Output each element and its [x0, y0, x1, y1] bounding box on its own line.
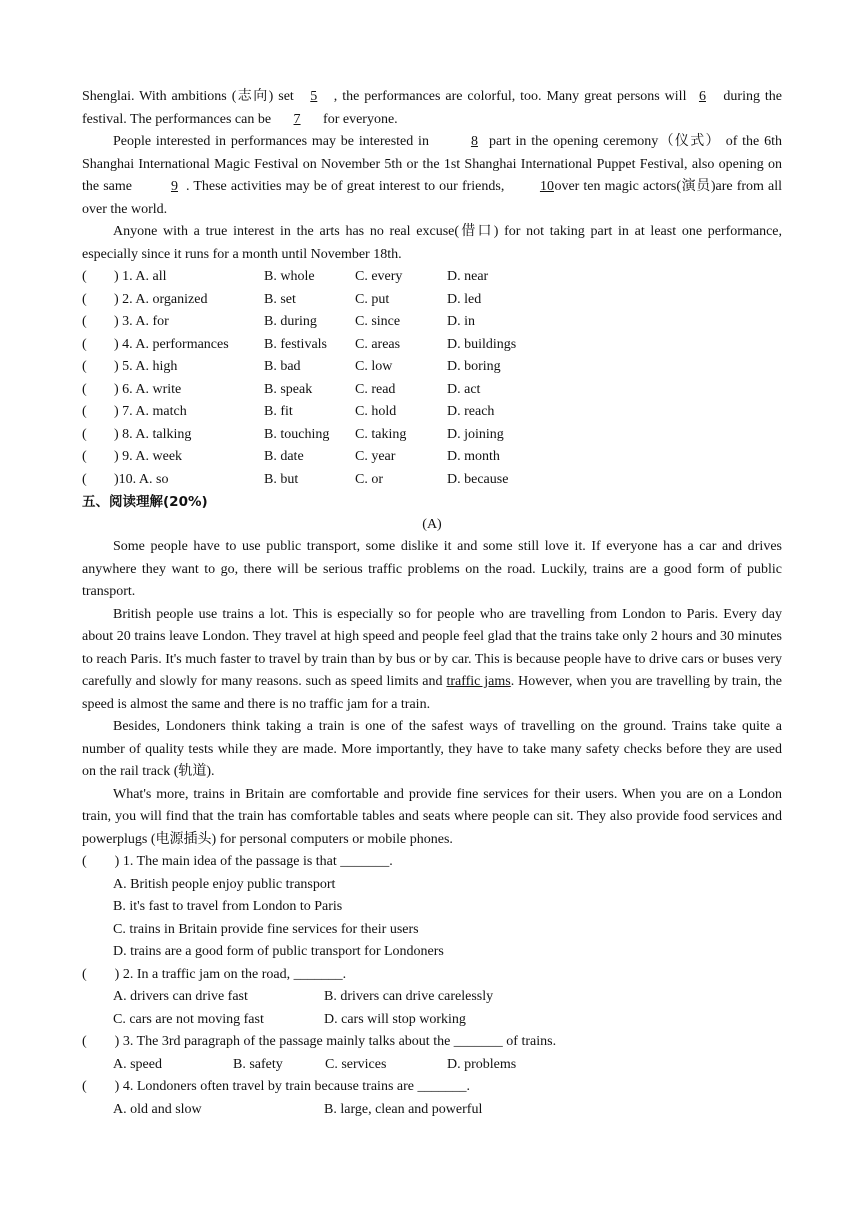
question-4: ( ) 4. Londoners often travel by train because trains are _______. — [82, 1079, 470, 1094]
cloze-paragraph-2: People interested in performances may be interested in 8 part in the opening ceremony（仪式） of the 6th Shanghai International Magic Festival on November 5th or the 1st Shanghai International Puppet Festival, also opening on the same 9 . These activities may be of great interest to our friends, 10over ten magic actors(演员)are from all over the world. — [82, 131, 782, 221]
question-2: ( ) 2. In a traffic jam on the road, _______. — [82, 966, 347, 982]
cloze-option-row: ( ) 6. A. write B. speak C. read D. act — [82, 381, 481, 397]
blank-6: 6 — [698, 89, 706, 104]
option: C. trains in Britain provide fine services for their users — [113, 921, 419, 937]
passage-paragraph-1: Some people have to use public transport, some dislike it and some still love it. If everyone has a car and drives anywhere they want to go, there will be serious traffic problems on the road. Luckily, trains are a good form of public transport. — [82, 539, 782, 599]
question-1-options — [82, 874, 782, 964]
cloze-options-list — [82, 266, 782, 491]
option: A. drivers can drive fast — [113, 989, 248, 1004]
option: B. safety — [233, 1056, 283, 1072]
question-3-options-row — [82, 1054, 782, 1077]
blank-9: 9 — [170, 179, 178, 194]
cloze-option-row: ( ) 5. A. high B. bad C. low D. boring — [82, 359, 501, 374]
passage-paragraph-3: Besides, Londoners think taking a train is one of the safest ways of travelling on the ground. Trains take quite a number of quality tests while they are made. More importantly, they have to take many safety checks before they are used on the rail track (轨道). — [82, 719, 782, 779]
option: D. problems — [447, 1056, 517, 1072]
question-4-options-row — [82, 1099, 782, 1122]
cloze-paragraph-3: Anyone with a true interest in the arts has no real excuse(借口) for not taking part in at least one performance, especially since it runs for a month until November 18th. — [82, 224, 782, 262]
option: B. drivers can drive carelessly — [324, 989, 494, 1004]
section-title: 五、阅读理解(20%) — [82, 494, 208, 510]
option: D. cars will stop working — [324, 1011, 466, 1027]
cloze-option-row: ( ) 2. A. organized B. set C. put D. led — [82, 291, 482, 307]
option: A. old and slow — [113, 1101, 202, 1117]
cloze-option-row: ( ) 9. A. week B. date C. year D. month — [82, 449, 500, 464]
underlined-phrase: traffic jams — [446, 674, 511, 689]
question-1: ( ) 1. The main idea of the passage is that _______. — [82, 854, 393, 869]
option: B. large, clean and powerful — [324, 1101, 483, 1117]
cloze-option-row: ( ) 4. A. performances B. festivals C. areas D. buildings — [82, 336, 517, 352]
option: D. trains are a good form of public transport for Londoners — [113, 944, 444, 959]
worksheet-page — [82, 86, 782, 1121]
blank-10: 10 — [539, 179, 554, 194]
cloze-option-row: ( ) 8. A. talking B. touching C. taking D. joining — [82, 426, 504, 442]
cloze-option-row: ( ) 3. A. for B. during C. since D. in — [82, 314, 475, 329]
question-2-options-row — [82, 986, 782, 1009]
passage-label: (A) — [422, 516, 442, 532]
option: C. cars are not moving fast — [113, 1011, 264, 1027]
option: C. services — [325, 1056, 387, 1072]
option: A. speed — [113, 1056, 162, 1072]
passage-paragraph-4: What's more, trains in Britain are comfortable and provide fine services for their users. When you are on a London train, you will find that the train has comfortable tables and seats where people can sit. They also provide food services and powerplugs (电源插头) for personal computers or mobile phones. — [82, 786, 782, 847]
cloze-option-row: ( ) 7. A. match B. fit C. hold D. reach — [82, 404, 495, 419]
blank-7: 7 — [293, 111, 301, 127]
question-3: ( ) 3. The 3rd paragraph of the passage mainly talks about the _______ of trains. — [82, 1034, 557, 1049]
question-2-options-row — [82, 1009, 782, 1032]
cloze-option-row: ( )10. A. so B. but C. or D. because — [82, 471, 509, 487]
blank-8: 8 — [470, 134, 478, 149]
passage-paragraph-2: British people use trains a lot. This is especially so for people who are travelling from London to Paris. Every day about 20 trains leave London. They travel at high speed and people feel glad that the trains take only 2 hours and 30 minutes to reach Paris. It's much faster to travel by train than by bus or by car. This is because people have to drive cars or buses very carefully and slowly for many reasons. such as speed limits and traffic jams. However, when you are travelling by train, the speed is almost the same and there is no traffic jam for a train. — [82, 606, 783, 712]
option: A. British people enjoy public transport — [113, 876, 336, 892]
cloze-option-row: ( ) 1. A. all B. whole C. every D. near — [82, 269, 489, 284]
option: B. it's fast to travel from London to Paris — [113, 899, 343, 914]
blank-5: 5 — [310, 89, 318, 104]
cloze-paragraph-1: Shenglai. With ambitions (志向) set 5 , the performances are colorful, too. Many great persons will 6 during the festival. The performances can be 7 for everyone. — [82, 86, 782, 131]
